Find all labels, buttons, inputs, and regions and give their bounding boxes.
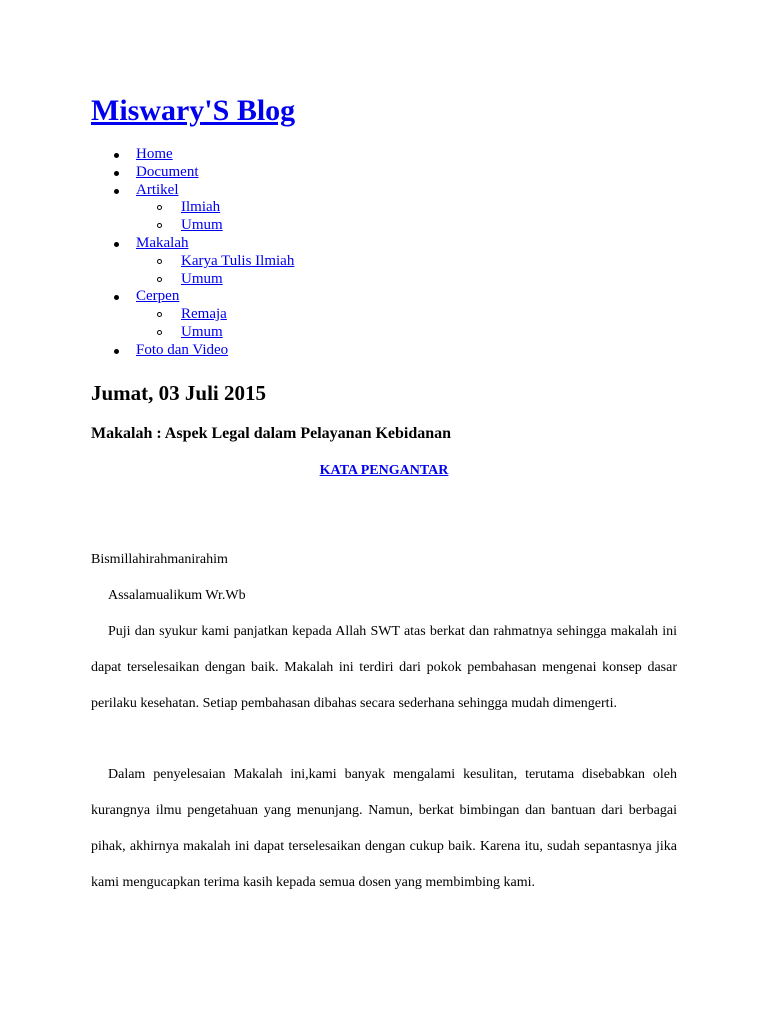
nav-link-cerpen-remaja[interactable]: Remaja bbox=[181, 306, 227, 323]
nav-link-home[interactable]: Home bbox=[136, 146, 173, 162]
bullet-disc-icon bbox=[114, 153, 119, 158]
greeting-line: Assalamualikum Wr.Wb bbox=[108, 588, 246, 603]
nav-link-makalah[interactable]: Makalah bbox=[136, 234, 189, 251]
nav-item-foto-video bbox=[91, 342, 491, 360]
post-title: Makalah : Aspek Legal dalam Pelayanan Kebidanan bbox=[91, 425, 452, 442]
nav-item-cerpen bbox=[91, 288, 491, 306]
bullet-disc-icon bbox=[114, 171, 119, 176]
nav-subitem-makalah-karya bbox=[91, 253, 491, 271]
bullet-disc-icon bbox=[114, 189, 119, 194]
bullet-circle-icon bbox=[157, 312, 162, 317]
bullet-circle-icon bbox=[157, 277, 162, 282]
nav-link-cerpen[interactable]: Cerpen bbox=[136, 288, 180, 305]
nav-link-foto-video[interactable]: Foto dan Video bbox=[136, 341, 229, 358]
body-paragraph-1: Puji dan syukur kami panjatkan kepada Allah SWT atas berkat dan rahmatnya sehingga makalah ini dapat terselesaikan dengan baik. Makalah ini terdiri dari pokok pembahasan mengenai konsep dasar perilaku kesehatan. Setiap pembahasan dibahas secara sederhana sehingga mudah dimengerti. bbox=[91, 624, 677, 711]
section-heading bbox=[91, 462, 677, 480]
opening-line: Bismillahirahmanirahim bbox=[91, 552, 228, 567]
nav-link-document[interactable]: Document bbox=[136, 163, 199, 180]
nav-link-makalah-umum[interactable]: Umum bbox=[181, 270, 223, 287]
bullet-disc-icon bbox=[114, 242, 119, 247]
nav-link-artikel-umum[interactable]: Umum bbox=[181, 217, 223, 234]
body-paragraph-2: Dalam penyelesaian Makalah ini,kami banyak mengalami kesulitan, terutama disebabkan oleh kurangnya ilmu pengetahuan yang menunjang. Namun, berkat bimbingan dan bantuan dari berbagai pihak, akhirnya makalah ini dapat terselesaikan dengan cukup baik. Karena itu, sudah sepantasnya jika kami mengucapkan terima kasih kepada semua dosen yang membimbing kami. bbox=[91, 767, 677, 890]
nav-subitem-artikel-ilmiah bbox=[91, 199, 491, 217]
bullet-disc-icon bbox=[114, 349, 119, 354]
nav-item-artikel bbox=[91, 182, 491, 200]
blog-title bbox=[91, 92, 295, 130]
nav-link-cerpen-umum[interactable]: Umum bbox=[181, 323, 223, 340]
blog-navigation bbox=[91, 146, 491, 360]
nav-link-makalah-karya[interactable]: Karya Tulis Ilmiah bbox=[181, 252, 295, 269]
nav-subitem-makalah-umum bbox=[91, 271, 491, 289]
nav-item-makalah bbox=[91, 235, 491, 253]
bullet-disc-icon bbox=[114, 295, 119, 300]
nav-item-document bbox=[91, 164, 491, 182]
section-heading-link[interactable]: KATA PENGANTAR bbox=[319, 463, 449, 478]
nav-item-home bbox=[91, 146, 491, 164]
nav-link-artikel-ilmiah[interactable]: Ilmiah bbox=[181, 199, 221, 216]
bullet-circle-icon bbox=[157, 259, 162, 264]
nav-subitem-cerpen-umum bbox=[91, 324, 491, 342]
nav-link-artikel[interactable]: Artikel bbox=[136, 181, 179, 198]
nav-subitem-artikel-umum bbox=[91, 217, 491, 235]
bullet-circle-icon bbox=[157, 223, 162, 228]
bullet-circle-icon bbox=[157, 330, 162, 335]
post-date: Jumat, 03 Juli 2015 bbox=[91, 381, 267, 405]
blog-title-link[interactable]: Miswary'S Blog bbox=[91, 94, 296, 127]
bullet-circle-icon bbox=[157, 205, 162, 210]
nav-subitem-cerpen-remaja bbox=[91, 306, 491, 324]
